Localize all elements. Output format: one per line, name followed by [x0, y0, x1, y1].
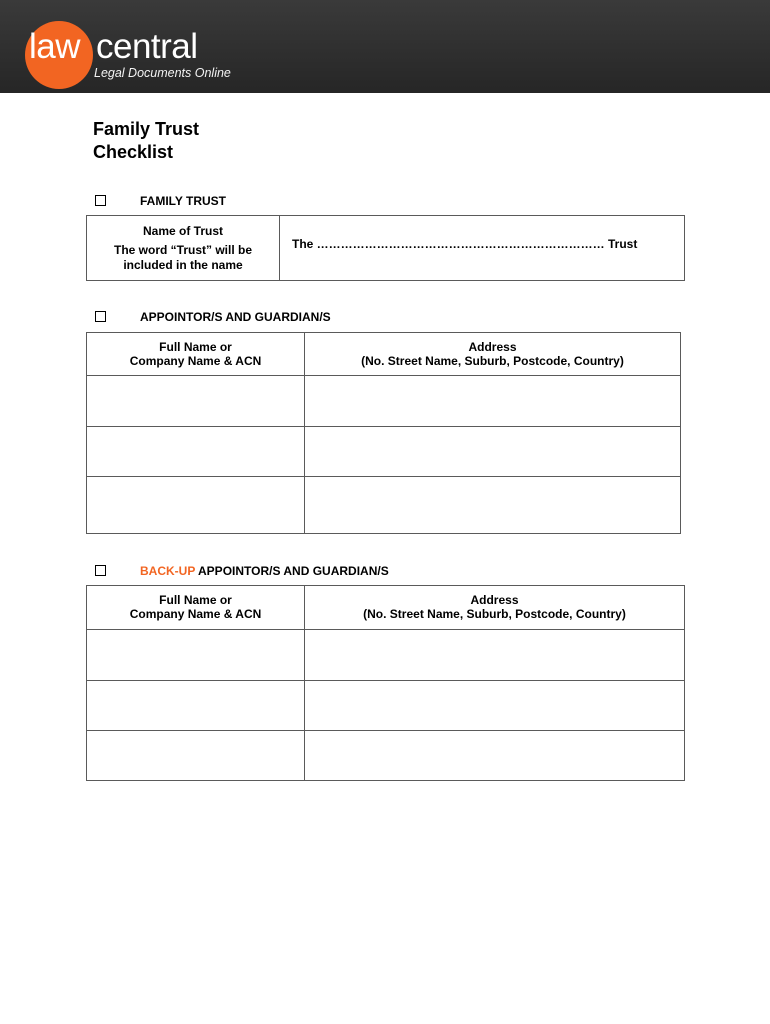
appointors-col-name-header	[87, 333, 305, 376]
table-row	[87, 376, 681, 427]
appointor-2-address-field[interactable]	[305, 427, 681, 477]
backup-col-name-header	[87, 586, 305, 630]
backup-1-address-field[interactable]	[305, 630, 685, 681]
backup-2-address-field[interactable]	[305, 681, 685, 731]
backup-col-address-line-1: Address	[470, 593, 519, 607]
appointor-3-address-field[interactable]	[305, 477, 681, 534]
logo-law-text: law	[29, 27, 81, 66]
family-trust-heading: FAMILY TRUST	[140, 194, 227, 208]
appointors-col-name-line-2: Company Name & ACN	[129, 354, 262, 368]
logo-tagline: Legal Documents Online	[94, 66, 231, 80]
trust-name-line: The ……………………………………………………………… Trust	[292, 237, 638, 251]
backup-3-address-field[interactable]	[305, 731, 685, 781]
backup-col-address-line-2: (No. Street Name, Suburb, Postcode, Country)	[363, 607, 626, 621]
family-trust-table	[86, 215, 685, 281]
appointor-3-name-field[interactable]	[87, 477, 305, 534]
backup-heading-rest: APPOINTOR/S AND GUARDIAN/S	[195, 564, 389, 578]
trust-name-label-cell	[87, 216, 280, 281]
title-line-1: Family Trust	[93, 119, 200, 139]
backup-1-name-field[interactable]	[87, 630, 305, 681]
appointor-2-name-field[interactable]	[87, 427, 305, 477]
table-row	[87, 681, 685, 731]
table-row	[87, 477, 681, 534]
appointors-col-address-line-1: Address	[468, 340, 517, 354]
page-title	[93, 118, 199, 164]
title-line-2: Checklist	[93, 142, 174, 162]
backup-appointors-heading	[140, 564, 389, 578]
appointors-col-address-line-2: (No. Street Name, Suburb, Postcode, Country)	[361, 354, 624, 368]
backup-col-name-line-2: Company Name & ACN	[129, 607, 262, 621]
trust-name-note-1: The word “Trust” will be	[113, 243, 252, 257]
logo-central-text: central	[96, 27, 198, 66]
appointor-1-address-field[interactable]	[305, 376, 681, 427]
trust-name-label: Name of Trust	[142, 224, 223, 238]
trust-name-input[interactable]	[280, 216, 685, 281]
appointors-table	[86, 332, 681, 534]
trust-name-note-2: included in the name	[123, 258, 243, 272]
appointors-checkbox[interactable]	[95, 311, 106, 322]
table-row	[87, 731, 685, 781]
appointor-1-name-field[interactable]	[87, 376, 305, 427]
backup-col-name-line-1: Full Name or	[159, 593, 232, 607]
backup-3-name-field[interactable]	[87, 731, 305, 781]
backup-prefix: BACK-UP	[140, 564, 196, 578]
backup-appointors-checkbox[interactable]	[95, 565, 106, 576]
appointors-col-address-header	[305, 333, 681, 376]
appointors-heading: APPOINTOR/S AND GUARDIAN/S	[140, 310, 331, 324]
table-row	[87, 630, 685, 681]
table-row	[87, 427, 681, 477]
header-banner	[0, 0, 770, 93]
backup-col-address-header	[305, 586, 685, 630]
appointors-col-name-line-1: Full Name or	[159, 340, 232, 354]
backup-2-name-field[interactable]	[87, 681, 305, 731]
backup-appointors-table	[86, 585, 685, 781]
family-trust-checkbox[interactable]	[95, 195, 106, 206]
